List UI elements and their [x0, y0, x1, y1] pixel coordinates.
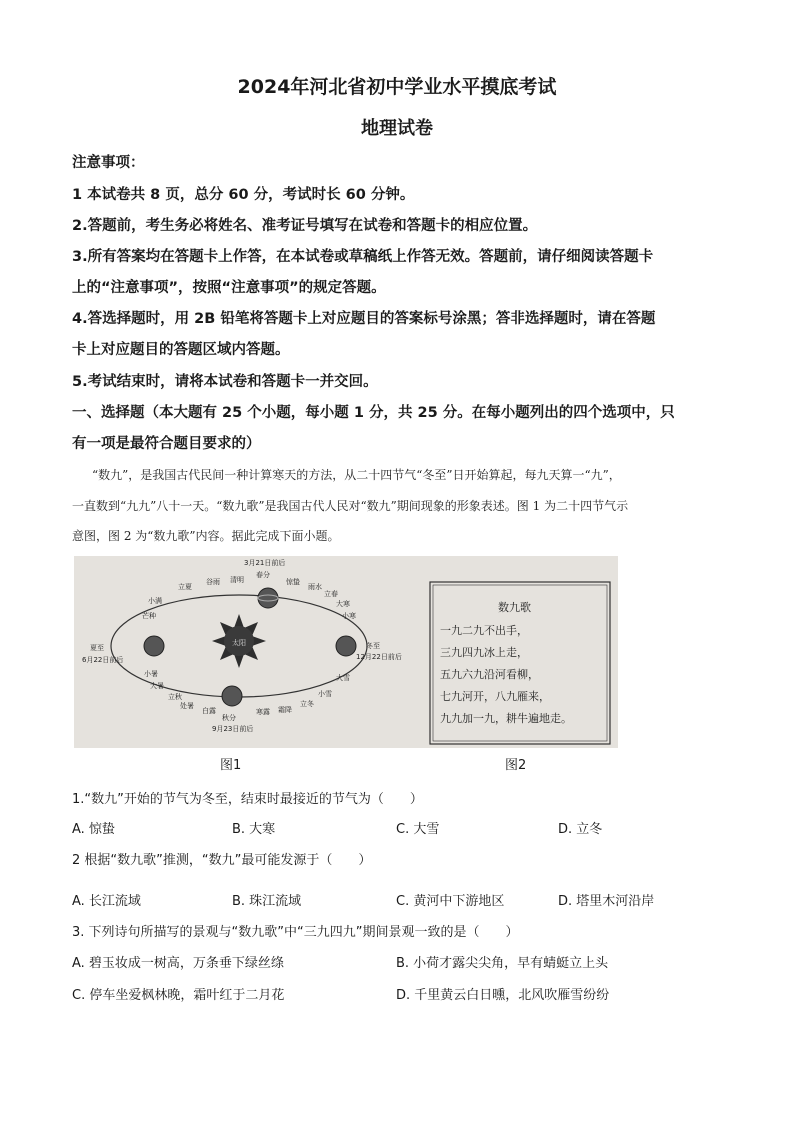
question-2: 2 根据“数九歌”推测，“数九”最可能发源于（ ）	[72, 853, 372, 868]
question-3: 3. 下列诗句所描写的景观与“数九歌”中“三九四九”期间景观一致的是（ ）	[72, 925, 519, 940]
notes-heading: 注意事项：	[72, 155, 145, 171]
q1-option: B. 大寒	[232, 822, 276, 837]
poem-line: 九九加一九，耕牛遍地走。	[440, 712, 572, 725]
term-label: 小满	[148, 597, 162, 605]
poem-line: 一九二九不出手，	[440, 624, 528, 637]
term-label: 小暑	[144, 670, 158, 678]
summer-date-label: 6月22日前后	[82, 656, 124, 664]
term-label: 谷雨	[206, 578, 220, 586]
earth-spring-icon	[258, 588, 278, 608]
term-label: 寒露	[256, 708, 270, 716]
figure-solar-terms-and-poem	[74, 556, 618, 748]
q1-option: A. 惊蛰	[72, 822, 115, 837]
term-label: 立冬	[300, 700, 314, 708]
intro-text: 一直数到“九九”八十一天。“数九歌”是我国古代人民对“数九”期间现象的形象表述。图 1 为二十四节气示	[72, 499, 629, 513]
term-label: 小雪	[318, 690, 332, 698]
winter-label: 冬至	[366, 642, 380, 650]
figure1-caption: 图1	[220, 758, 242, 773]
sun-icon	[212, 614, 266, 668]
summer-label: 夏至	[90, 644, 104, 652]
term-label: 立春	[324, 590, 338, 598]
spring-date-label: 3月21日前后	[244, 559, 286, 567]
poem-line: 七九河开，八九雁来，	[440, 690, 550, 703]
term-label: 清明	[230, 576, 244, 584]
q2-option: A. 长江流域	[72, 894, 141, 909]
term-label: 立秋	[168, 693, 182, 701]
autumn-date-label: 9月23日前后	[212, 725, 254, 733]
note-item: 3.所有答案均在答题卡上作答，在本试卷或草稿纸上作答无效。答题前，请仔细阅读答题卡	[72, 249, 654, 265]
question-1: 1.“数九”开始的节气为冬至，结束时最接近的节气为（ ）	[72, 792, 423, 807]
earth-autumn-icon	[222, 686, 242, 706]
section-heading-cont: 有一项是最符合题目要求的）	[72, 436, 261, 452]
earth-summer-icon	[144, 636, 164, 656]
term-label: 芒种	[142, 612, 156, 620]
q1-option: C. 大雪	[396, 822, 440, 837]
term-label: 大暑	[150, 682, 164, 690]
poem-line: 五九六九沿河看柳，	[440, 668, 539, 681]
note-item: 5.考试结束时，请将本试卷和答题卡一并交回。	[72, 374, 378, 390]
term-label: 惊蛰	[286, 578, 300, 586]
section-heading: 一、选择题（本大题有 25 个小题，每小题 1 分，共 25 分。在每小题列出的四个选项中，只	[72, 405, 675, 421]
exam-subtitle: 地理试卷	[361, 118, 433, 139]
earth-winter-icon	[336, 636, 356, 656]
term-label: 霜降	[278, 706, 292, 714]
exam-title: 2024年河北省初中学业水平摸底考试	[237, 76, 557, 98]
note-item: 上的“注意事项”，按照“注意事项”的规定答题。	[72, 280, 386, 296]
q3-option: A. 碧玉妆成一树高，万条垂下绿丝绦	[72, 956, 284, 971]
q2-option: B. 珠江流域	[232, 894, 302, 909]
q3-option: C. 停车坐爱枫林晚，霜叶红于二月花	[72, 988, 285, 1003]
note-item: 2.答题前，考生务必将姓名、准考证号填写在试卷和答题卡的相应位置。	[72, 218, 538, 234]
term-label: 小寒	[342, 612, 356, 620]
intro-text: “数九”，是我国古代民间一种计算寒天的方法，从二十四节气“冬至”日开始算起，每九天算一“九”，	[92, 468, 621, 482]
q3-option: B. 小荷才露尖尖角，早有蜻蜓立上头	[396, 956, 609, 971]
term-label: 处暑	[180, 702, 194, 710]
term-label: 立夏	[178, 583, 192, 591]
intro-text: 意图，图 2 为“数九歌”内容。据此完成下面小题。	[72, 529, 340, 543]
q2-option: D. 塔里木河沿岸	[558, 894, 655, 909]
q1-option: D. 立冬	[558, 822, 603, 837]
term-label: 大寒	[336, 600, 350, 608]
figure2-caption: 图2	[505, 758, 527, 773]
note-item: 卡上对应题目的答题区域内答题。	[72, 342, 290, 358]
q2-option: C. 黄河中下游地区	[396, 894, 505, 909]
term-label: 白露	[202, 707, 216, 715]
term-label: 大雪	[336, 674, 350, 682]
note-item: 1 本试卷共 8 页，总分 60 分，考试时长 60 分钟。	[72, 187, 415, 203]
spring-label: 春分	[256, 571, 270, 579]
autumn-label: 秋分	[222, 714, 236, 722]
poem-line: 三九四九冰上走，	[440, 646, 528, 659]
term-label: 雨水	[308, 583, 322, 591]
poem-title: 数九歌	[498, 601, 531, 614]
q3-option: D. 千里黄云白日曛，北风吹雁雪纷纷	[396, 988, 610, 1003]
solar-terms-diagram	[74, 556, 618, 748]
sun-label: 太阳	[232, 639, 246, 647]
winter-date-label: 12月22日前后	[356, 653, 402, 661]
note-item: 4.答选择题时，用 2B 铅笔将答题卡上对应题目的答案标号涂黑；答非选择题时，请在答题	[72, 311, 656, 327]
